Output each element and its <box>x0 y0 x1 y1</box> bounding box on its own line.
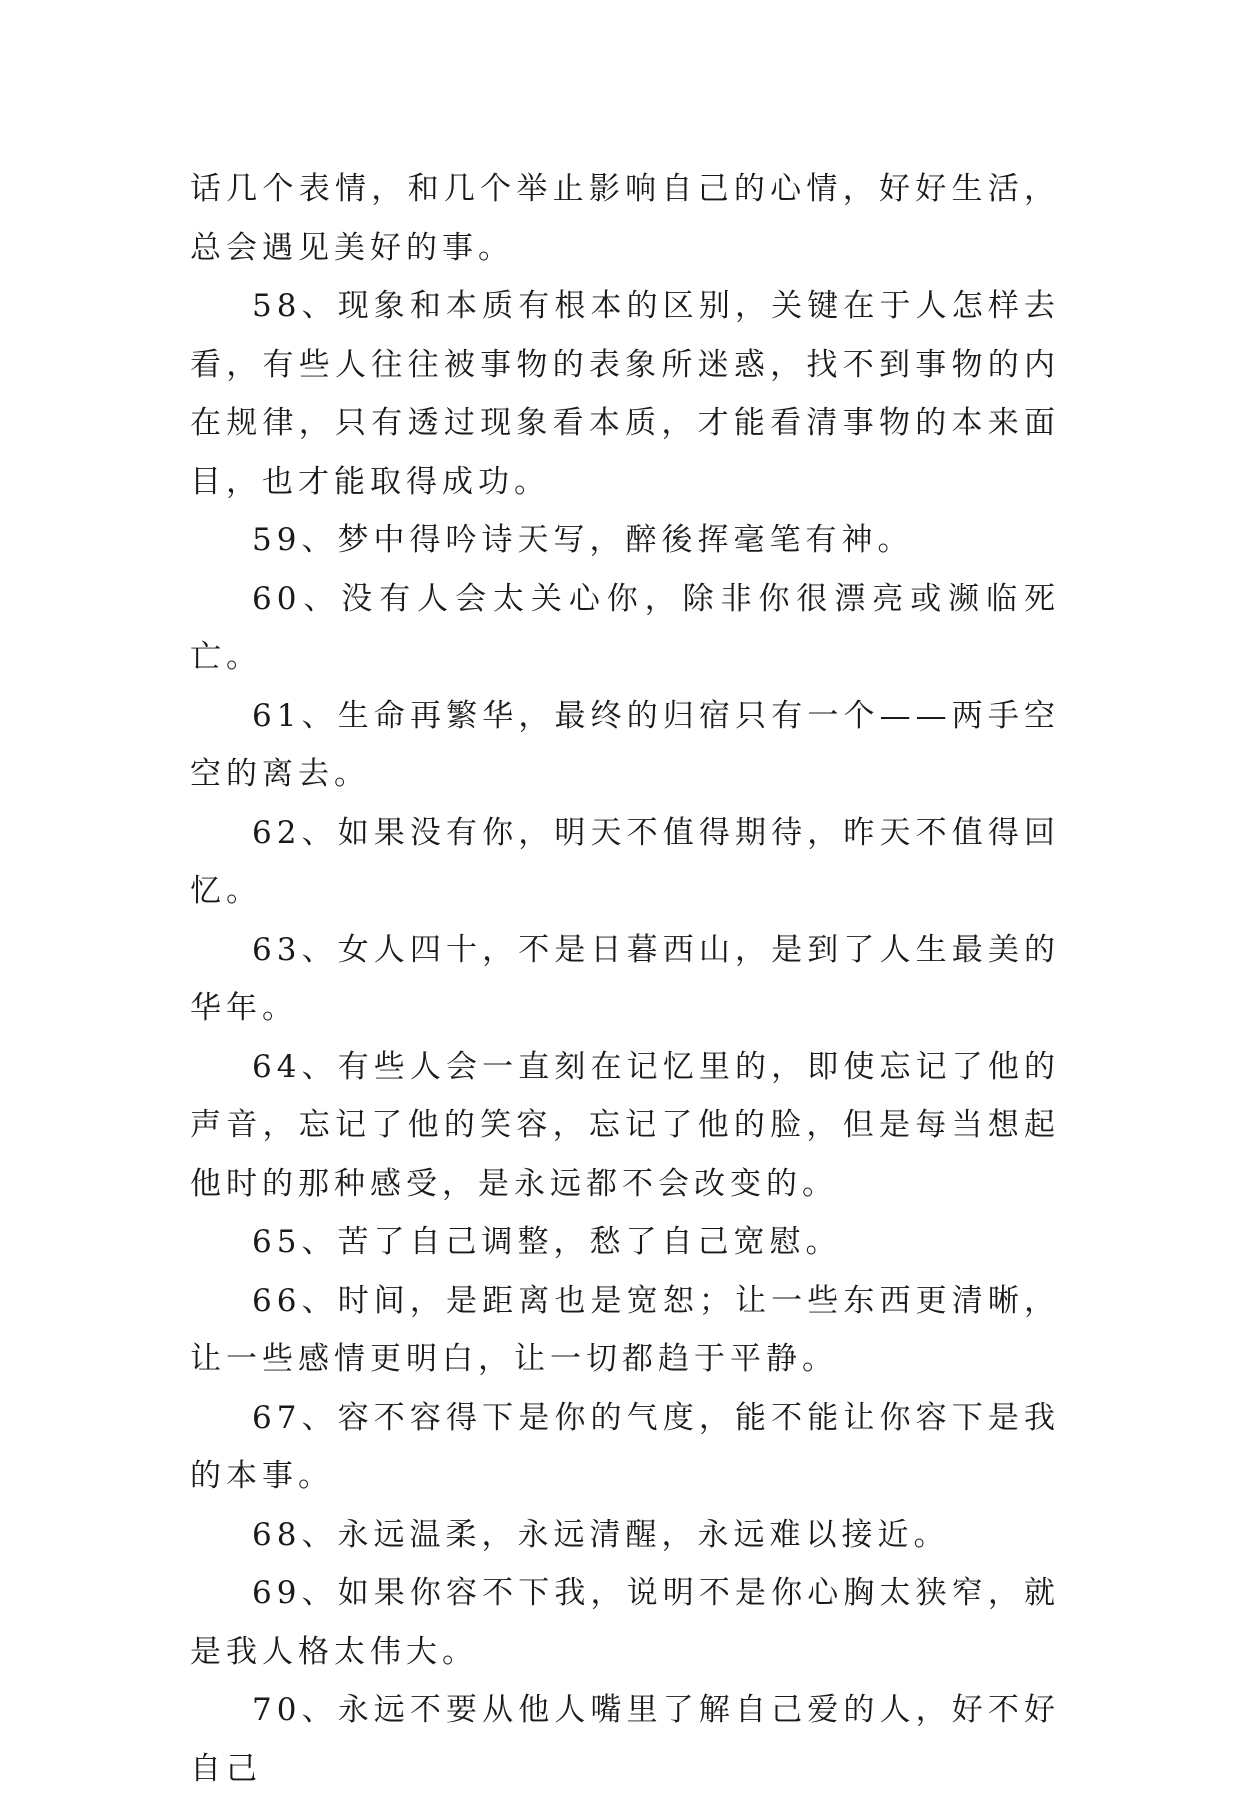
paragraph: 70、永远不要从他人嘴里了解自己爱的人，好不好自己 <box>190 1692 1060 1787</box>
paragraph: 68、永远温柔，永远清醒，永远难以接近。 <box>252 1516 950 1553</box>
paragraph: 58、现象和本质有根本的区别，关键在于人怎样去看，有些人往往被事物的表象所迷惑，找不到事物的内在规律，只有透过现象看本质，才能看清事物的本来面目，也才能取得成功。 <box>190 288 1060 500</box>
paragraph: 61、生命再繁华，最终的归宿只有一个——两手空空的离去。 <box>190 697 1060 792</box>
paragraph: 65、苦了自己调整，愁了自己宽慰。 <box>252 1224 842 1260</box>
paragraph: 话几个表情，和几个举止影响自己的心情，好好生活，总会遇见美好的事。 <box>190 171 1060 266</box>
paragraph: 69、如果你容不下我，说明不是你心胸太狭窄，就是我人格太伟大。 <box>190 1575 1060 1670</box>
paragraph: 60、没有人会太关心你，除非你很漂亮或濒临死亡。 <box>190 580 1060 675</box>
document-body <box>190 160 1060 1798</box>
paragraph: 62、如果没有你，明天不值得期待，昨天不值得回忆。 <box>190 814 1060 909</box>
paragraph: 67、容不容得下是你的气度，能不能让你容下是我的本事。 <box>190 1399 1060 1494</box>
paragraph: 64、有些人会一直刻在记忆里的，即使忘记了他的声音，忘记了他的笑容，忘记了他的脸，但是每当想起他时的那种感受，是永远都不会改变的。 <box>190 1048 1060 1202</box>
paragraph: 59、梦中得吟诗天写，醉後挥毫笔有神。 <box>252 522 914 558</box>
paragraph: 66、时间，是距离也是宽恕；让一些东西更清晰，让一些感情更明白，让一切都趋于平静。 <box>190 1282 1060 1377</box>
paragraph: 63、女人四十，不是日暮西山，是到了人生最美的华年。 <box>190 931 1060 1026</box>
